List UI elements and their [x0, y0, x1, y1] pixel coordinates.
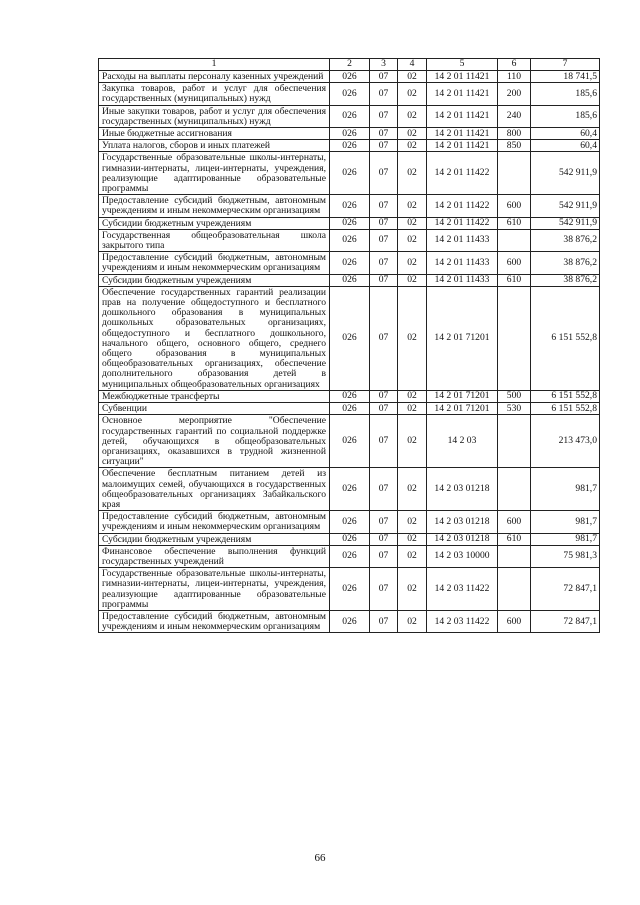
- header-col-6: 6: [498, 59, 531, 71]
- row-section: 07: [370, 610, 398, 632]
- row-code-ministry: 026: [330, 286, 370, 390]
- table-row: [99, 229, 600, 251]
- row-subsection: 02: [398, 415, 427, 468]
- row-code-ministry: 026: [330, 128, 370, 140]
- row-name: Основное мероприятие "Обеспечение государственных гарантий по социальной поддержке детей, обучающихся в общеобразовательных организациях, оказавшихся в трудной жизненной ситуации": [99, 415, 330, 468]
- table-row: [99, 71, 600, 83]
- row-amount: 213 473,0: [531, 415, 600, 468]
- row-expense-type: [498, 286, 531, 390]
- row-name: Субсидии бюджетным учреждениям: [99, 533, 330, 545]
- row-name: Иные бюджетные ассигнования: [99, 128, 330, 140]
- row-target-article: 14 2 01 11422: [427, 152, 498, 195]
- row-code-ministry: 026: [330, 105, 370, 127]
- row-name: Закупка товаров, работ и услуг для обеспечения государственных (муниципальных) нужд: [99, 83, 330, 105]
- row-subsection: 02: [398, 545, 427, 567]
- row-section: 07: [370, 390, 398, 402]
- row-name: Субсидии бюджетным учреждениям: [99, 217, 330, 229]
- row-name: Обеспечение государственных гарантий реализации прав на получение общедоступного и бесплатного дошкольного образования в муниципальных дошкольных образовательных организациях, общедоступного и бесплатного дошкольного, начального общего, основного общего, среднего общего образования в муниципальных общеобразовательных организациях, обеспечение дополнительного образования детей в муниципальных общеобразовательных организациях: [99, 286, 330, 390]
- row-section: 07: [370, 195, 398, 217]
- row-section: 07: [370, 152, 398, 195]
- row-section: 07: [370, 568, 398, 611]
- row-name: Государственные образовательные школы-интернаты, гимназии-интернаты, лицеи-интернаты, учреждения, реализующие адаптированные образовательные программы: [99, 152, 330, 195]
- header-col-3: 3: [370, 59, 398, 71]
- row-name: Субвенции: [99, 403, 330, 415]
- row-name: Предоставление субсидий бюджетным, автономным учреждениям и иным некоммерческим организациям: [99, 252, 330, 274]
- row-code-ministry: 026: [330, 390, 370, 402]
- row-target-article: 14 2 01 11421: [427, 83, 498, 105]
- row-section: 07: [370, 468, 398, 511]
- row-section: 07: [370, 252, 398, 274]
- row-subsection: 02: [398, 140, 427, 152]
- row-section: 07: [370, 128, 398, 140]
- row-code-ministry: 026: [330, 195, 370, 217]
- row-target-article: 14 2 01 71201: [427, 390, 498, 402]
- row-amount: 6 151 552,8: [531, 286, 600, 390]
- table-header-row: [99, 59, 600, 71]
- table-row: [99, 128, 600, 140]
- row-name: Уплата налогов, сборов и иных платежей: [99, 140, 330, 152]
- row-name: Предоставление субсидий бюджетным, автономным учреждениям и иным некоммерческим организациям: [99, 511, 330, 533]
- row-target-article: 14 2 01 11433: [427, 274, 498, 286]
- table-row: [99, 415, 600, 468]
- row-amount: 60,4: [531, 140, 600, 152]
- table-row: [99, 568, 600, 611]
- row-expense-type: 530: [498, 403, 531, 415]
- budget-table: [98, 58, 600, 633]
- row-expense-type: 600: [498, 252, 531, 274]
- table-row: [99, 195, 600, 217]
- header-col-5: 5: [427, 59, 498, 71]
- row-subsection: 02: [398, 610, 427, 632]
- row-subsection: 02: [398, 274, 427, 286]
- table-row: [99, 152, 600, 195]
- row-section: 07: [370, 217, 398, 229]
- row-amount: 185,6: [531, 83, 600, 105]
- table-row: [99, 511, 600, 533]
- table-row: [99, 105, 600, 127]
- row-subsection: 02: [398, 468, 427, 511]
- row-expense-type: 240: [498, 105, 531, 127]
- row-target-article: 14 2 01 11433: [427, 252, 498, 274]
- row-expense-type: 800: [498, 128, 531, 140]
- header-col-7: 7: [531, 59, 600, 71]
- row-subsection: 02: [398, 229, 427, 251]
- row-subsection: 02: [398, 286, 427, 390]
- row-amount: 38 876,2: [531, 252, 600, 274]
- row-target-article: 14 2 01 11422: [427, 217, 498, 229]
- row-target-article: 14 2 03 11422: [427, 568, 498, 611]
- page-number: 66: [314, 852, 326, 864]
- row-amount: 6 151 552,8: [531, 403, 600, 415]
- row-name: Финансовое обеспечение выполнения функций государственных учреждений: [99, 545, 330, 567]
- row-subsection: 02: [398, 71, 427, 83]
- row-amount: 72 847,1: [531, 568, 600, 611]
- row-section: 07: [370, 140, 398, 152]
- row-expense-type: 500: [498, 390, 531, 402]
- row-amount: 18 741,5: [531, 71, 600, 83]
- row-amount: 981,7: [531, 511, 600, 533]
- row-amount: 981,7: [531, 468, 600, 511]
- row-subsection: 02: [398, 568, 427, 611]
- row-name: Государственная общеобразовательная школа закрытого типа: [99, 229, 330, 251]
- table-row: [99, 274, 600, 286]
- row-subsection: 02: [398, 533, 427, 545]
- row-target-article: 14 2 01 11422: [427, 195, 498, 217]
- row-target-article: 14 2 01 11421: [427, 140, 498, 152]
- table-row: [99, 390, 600, 402]
- table-row: [99, 533, 600, 545]
- row-subsection: 02: [398, 252, 427, 274]
- row-expense-type: [498, 568, 531, 611]
- row-target-article: 14 2 03 01218: [427, 468, 498, 511]
- row-code-ministry: 026: [330, 468, 370, 511]
- row-section: 07: [370, 533, 398, 545]
- row-section: 07: [370, 286, 398, 390]
- row-amount: 38 876,2: [531, 229, 600, 251]
- row-section: 07: [370, 83, 398, 105]
- row-subsection: 02: [398, 390, 427, 402]
- row-target-article: 14 2 03 11422: [427, 610, 498, 632]
- row-target-article: 14 2 01 71201: [427, 286, 498, 390]
- row-amount: 542 911,9: [531, 152, 600, 195]
- row-section: 07: [370, 274, 398, 286]
- row-target-article: 14 2 03 01218: [427, 511, 498, 533]
- row-expense-type: [498, 415, 531, 468]
- table-row: [99, 140, 600, 152]
- row-code-ministry: 026: [330, 610, 370, 632]
- row-subsection: 02: [398, 105, 427, 127]
- row-expense-type: [498, 152, 531, 195]
- row-subsection: 02: [398, 83, 427, 105]
- row-expense-type: [498, 229, 531, 251]
- row-subsection: 02: [398, 403, 427, 415]
- row-name: Предоставление субсидий бюджетным, автономным учреждениям и иным некоммерческим организациям: [99, 610, 330, 632]
- row-expense-type: [498, 468, 531, 511]
- header-col-4: 4: [398, 59, 427, 71]
- row-subsection: 02: [398, 195, 427, 217]
- row-name: Предоставление субсидий бюджетным, автономным учреждениям и иным некоммерческим организациям: [99, 195, 330, 217]
- header-col-1: 1: [99, 59, 330, 71]
- row-expense-type: 850: [498, 140, 531, 152]
- row-amount: 6 151 552,8: [531, 390, 600, 402]
- row-section: 07: [370, 229, 398, 251]
- row-subsection: 02: [398, 152, 427, 195]
- row-code-ministry: 026: [330, 217, 370, 229]
- row-code-ministry: 026: [330, 568, 370, 611]
- row-target-article: 14 2 01 11421: [427, 105, 498, 127]
- row-code-ministry: 026: [330, 229, 370, 251]
- row-code-ministry: 026: [330, 533, 370, 545]
- table-row: [99, 610, 600, 632]
- row-amount: 542 911,9: [531, 217, 600, 229]
- table-row: [99, 403, 600, 415]
- row-expense-type: 610: [498, 217, 531, 229]
- table-row: [99, 286, 600, 390]
- row-expense-type: [498, 545, 531, 567]
- row-amount: 60,4: [531, 128, 600, 140]
- row-target-article: 14 2 03 01218: [427, 533, 498, 545]
- row-subsection: 02: [398, 217, 427, 229]
- row-code-ministry: 026: [330, 252, 370, 274]
- table-row: [99, 217, 600, 229]
- row-target-article: 14 2 03 10000: [427, 545, 498, 567]
- row-code-ministry: 026: [330, 83, 370, 105]
- row-code-ministry: 026: [330, 415, 370, 468]
- row-code-ministry: 026: [330, 152, 370, 195]
- row-subsection: 02: [398, 511, 427, 533]
- row-amount: 542 911,9: [531, 195, 600, 217]
- row-code-ministry: 026: [330, 140, 370, 152]
- row-code-ministry: 026: [330, 403, 370, 415]
- table-row: [99, 83, 600, 105]
- row-name: Расходы на выплаты персоналу казенных учреждений: [99, 71, 330, 83]
- row-target-article: 14 2 01 11421: [427, 71, 498, 83]
- row-expense-type: 600: [498, 195, 531, 217]
- row-expense-type: 610: [498, 533, 531, 545]
- row-target-article: 14 2 03: [427, 415, 498, 468]
- row-section: 07: [370, 403, 398, 415]
- row-name: Субсидии бюджетным учреждениям: [99, 274, 330, 286]
- row-section: 07: [370, 545, 398, 567]
- row-expense-type: 600: [498, 511, 531, 533]
- header-col-2: 2: [330, 59, 370, 71]
- table-row: [99, 468, 600, 511]
- row-subsection: 02: [398, 128, 427, 140]
- row-amount: 981,7: [531, 533, 600, 545]
- row-name: Межбюджетные трансферты: [99, 390, 330, 402]
- table-row: [99, 252, 600, 274]
- row-amount: 72 847,1: [531, 610, 600, 632]
- row-amount: 185,6: [531, 105, 600, 127]
- table-body: [99, 71, 600, 633]
- row-section: 07: [370, 71, 398, 83]
- row-code-ministry: 026: [330, 71, 370, 83]
- row-code-ministry: 026: [330, 274, 370, 286]
- row-target-article: 14 2 01 71201: [427, 403, 498, 415]
- row-code-ministry: 026: [330, 545, 370, 567]
- row-name: Государственные образовательные школы-интернаты, гимназии-интернаты, лицеи-интернаты, учреждения, реализующие адаптированные образовательные программы: [99, 568, 330, 611]
- row-name: Иные закупки товаров, работ и услуг для обеспечения государственных (муниципальных) нужд: [99, 105, 330, 127]
- row-expense-type: 110: [498, 71, 531, 83]
- row-expense-type: 600: [498, 610, 531, 632]
- row-expense-type: 610: [498, 274, 531, 286]
- row-section: 07: [370, 511, 398, 533]
- budget-table-container: [98, 58, 599, 633]
- row-target-article: 14 2 01 11421: [427, 128, 498, 140]
- row-expense-type: 200: [498, 83, 531, 105]
- row-name: Обеспечение бесплатным питанием детей из малоимущих семей, обучающихся в государственных общеобразовательных организациях Забайкальского края: [99, 468, 330, 511]
- row-section: 07: [370, 105, 398, 127]
- row-amount: 38 876,2: [531, 274, 600, 286]
- row-code-ministry: 026: [330, 511, 370, 533]
- table-row: [99, 545, 600, 567]
- row-target-article: 14 2 01 11433: [427, 229, 498, 251]
- row-section: 07: [370, 415, 398, 468]
- row-amount: 75 981,3: [531, 545, 600, 567]
